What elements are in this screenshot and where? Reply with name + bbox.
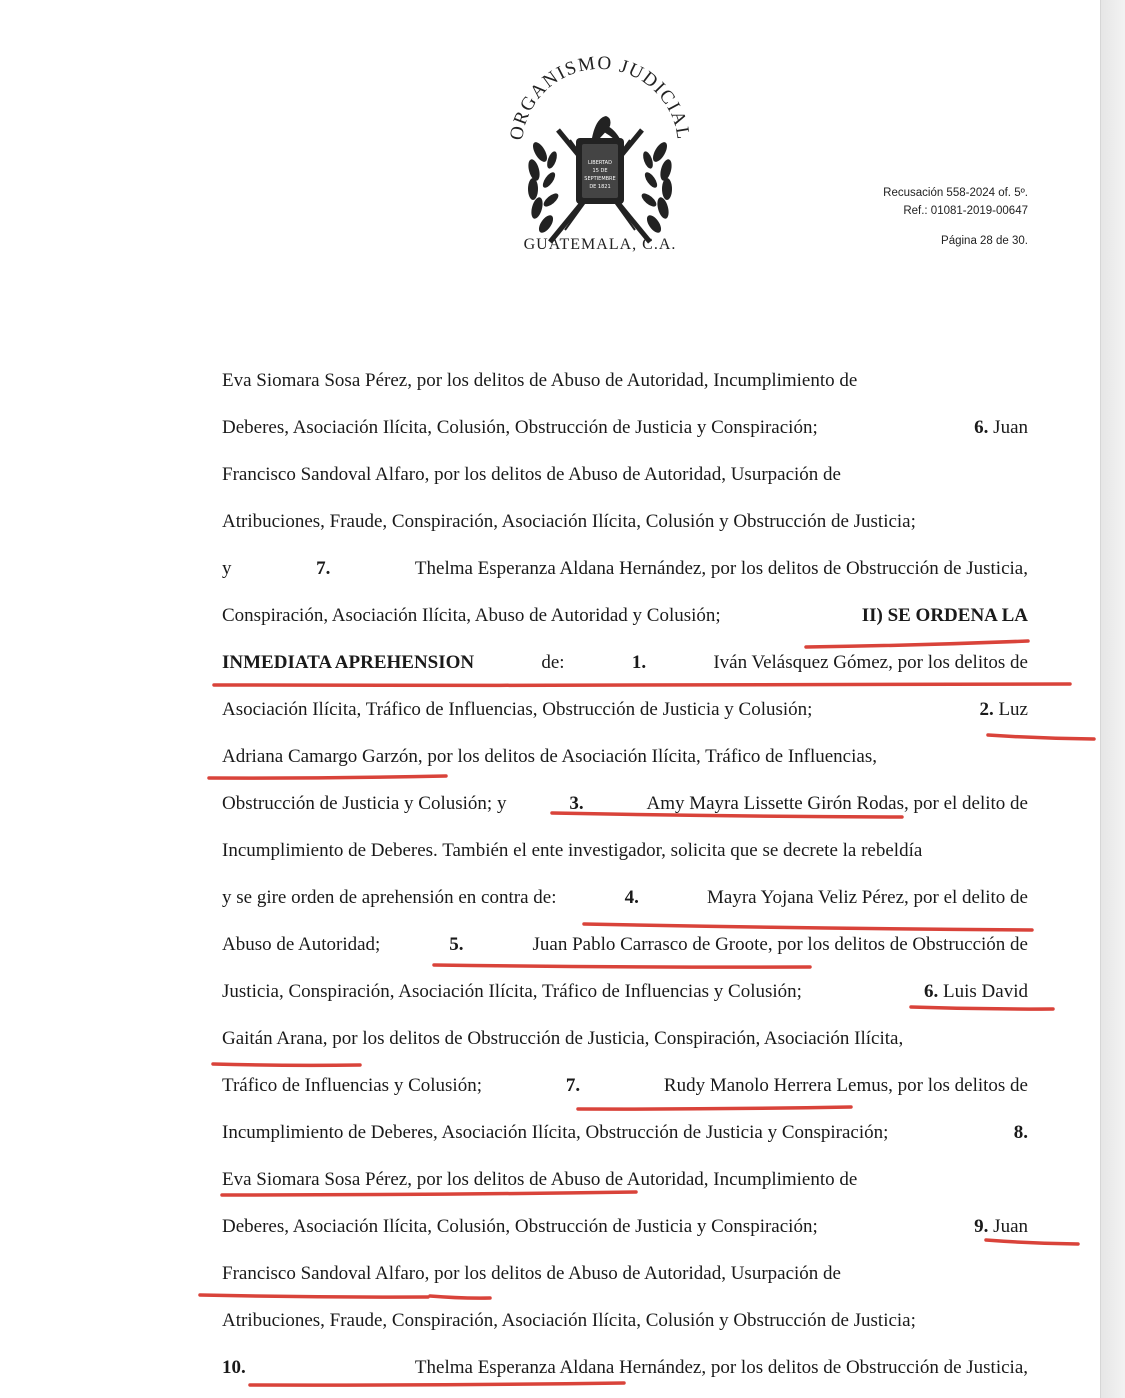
- text-line: Deberes, Asociación Ilícita, Colusión, Obstrucción de Justicia y Conspiración; 6. Juan: [222, 417, 1028, 438]
- text-line: Francisco Sandoval Alfaro, por los delitos de Abuso de Autoridad, Usurpación de: [222, 464, 841, 485]
- text-line: y se gire orden de aprehensión en contra de: 4. Mayra Yojana Veliz Pérez, por el delito de: [222, 887, 1028, 908]
- case-reference: [760, 184, 1028, 250]
- text-line: Conspiración, Asociación Ilícita, Abuso de Autoridad y Colusión; II) SE ORDENA LA: [222, 605, 1028, 626]
- text-line: Incumplimiento de Deberes, Asociación Ilícita, Obstrucción de Justicia y Conspiración; 8.: [222, 1122, 1028, 1143]
- text-line: Justicia, Conspiración, Asociación Ilícita, Tráfico de Influencias y Colusión; 6. Luis David: [222, 981, 1028, 1002]
- text-line: Deberes, Asociación Ilícita, Colusión, Obstrucción de Justicia y Conspiración; 9. Juan: [222, 1216, 1028, 1237]
- text-line: Gaitán Arana, por los delitos de Obstrucción de Justicia, Conspiración, Asociación Ilícita,: [222, 1028, 904, 1049]
- svg-text:SEPTIEMBRE: SEPTIEMBRE: [584, 176, 616, 182]
- svg-text:15 DE: 15 DE: [592, 168, 608, 174]
- seal-arc-text: ORGANISMO JUDICIAL: [506, 52, 694, 142]
- seal-bottom-text: GUATEMALA, C.A.: [523, 236, 677, 253]
- page-edge-shadow: [1100, 0, 1125, 1398]
- text-line: 10. Thelma Esperanza Aldana Hernández, por los delitos de Obstrucción de Justicia,: [222, 1357, 1028, 1378]
- text-line: Incumplimiento de Deberes. También el ente investigador, solicita que se decrete la rebeldía: [222, 840, 923, 861]
- case-number: Recusación 558-2024 of. 5º.: [883, 187, 1028, 199]
- text-line: Asociación Ilícita, Tráfico de Influencias, Obstrucción de Justicia y Colusión; 2. Luz: [222, 699, 1028, 720]
- page-number: Página 28 de 30.: [941, 235, 1028, 247]
- document-body: [222, 357, 1028, 1391]
- text-line: Francisco Sandoval Alfaro, por los delitos de Abuso de Autoridad, Usurpación de: [222, 1263, 841, 1284]
- svg-text:DE 1821: DE 1821: [589, 184, 611, 190]
- text-line: Eva Siomara Sosa Pérez, por los delitos de Abuso de Autoridad, Incumplimiento de: [222, 370, 858, 391]
- text-line: Atribuciones, Fraude, Conspiración, Asociación Ilícita, Colusión y Obstrucción de Justicia;: [222, 511, 916, 532]
- text-line: y 7. Thelma Esperanza Aldana Hernández, por los delitos de Obstrucción de Justicia,: [222, 558, 1028, 579]
- case-ref-number: Ref.: 01081-2019-00647: [903, 205, 1028, 217]
- text-line: Atribuciones, Fraude, Conspiración, Asociación Ilícita, Colusión y Obstrucción de Justicia;: [222, 1310, 916, 1331]
- text-line: Eva Siomara Sosa Pérez, por los delitos de Abuso de Autoridad, Incumplimiento de: [222, 1169, 858, 1190]
- text-line: Abuso de Autoridad; 5. Juan Pablo Carrasco de Groote, por los delitos de Obstrucción de: [222, 934, 1028, 955]
- organismo-judicial-seal: [500, 52, 700, 262]
- text-line: INMEDIATA APREHENSION de: 1. Iván Velásquez Gómez, por los delitos de: [222, 652, 1028, 673]
- text-line: Tráfico de Influencias y Colusión; 7. Rudy Manolo Herrera Lemus, por los delitos de: [222, 1075, 1028, 1096]
- svg-text:LIBERTAD: LIBERTAD: [588, 160, 612, 166]
- text-line: Adriana Camargo Garzón, por los delitos de Asociación Ilícita, Tráfico de Influencias,: [222, 746, 877, 767]
- text-line: Obstrucción de Justicia y Colusión; y 3. Amy Mayra Lissette Girón Rodas, por el delito de: [222, 793, 1028, 814]
